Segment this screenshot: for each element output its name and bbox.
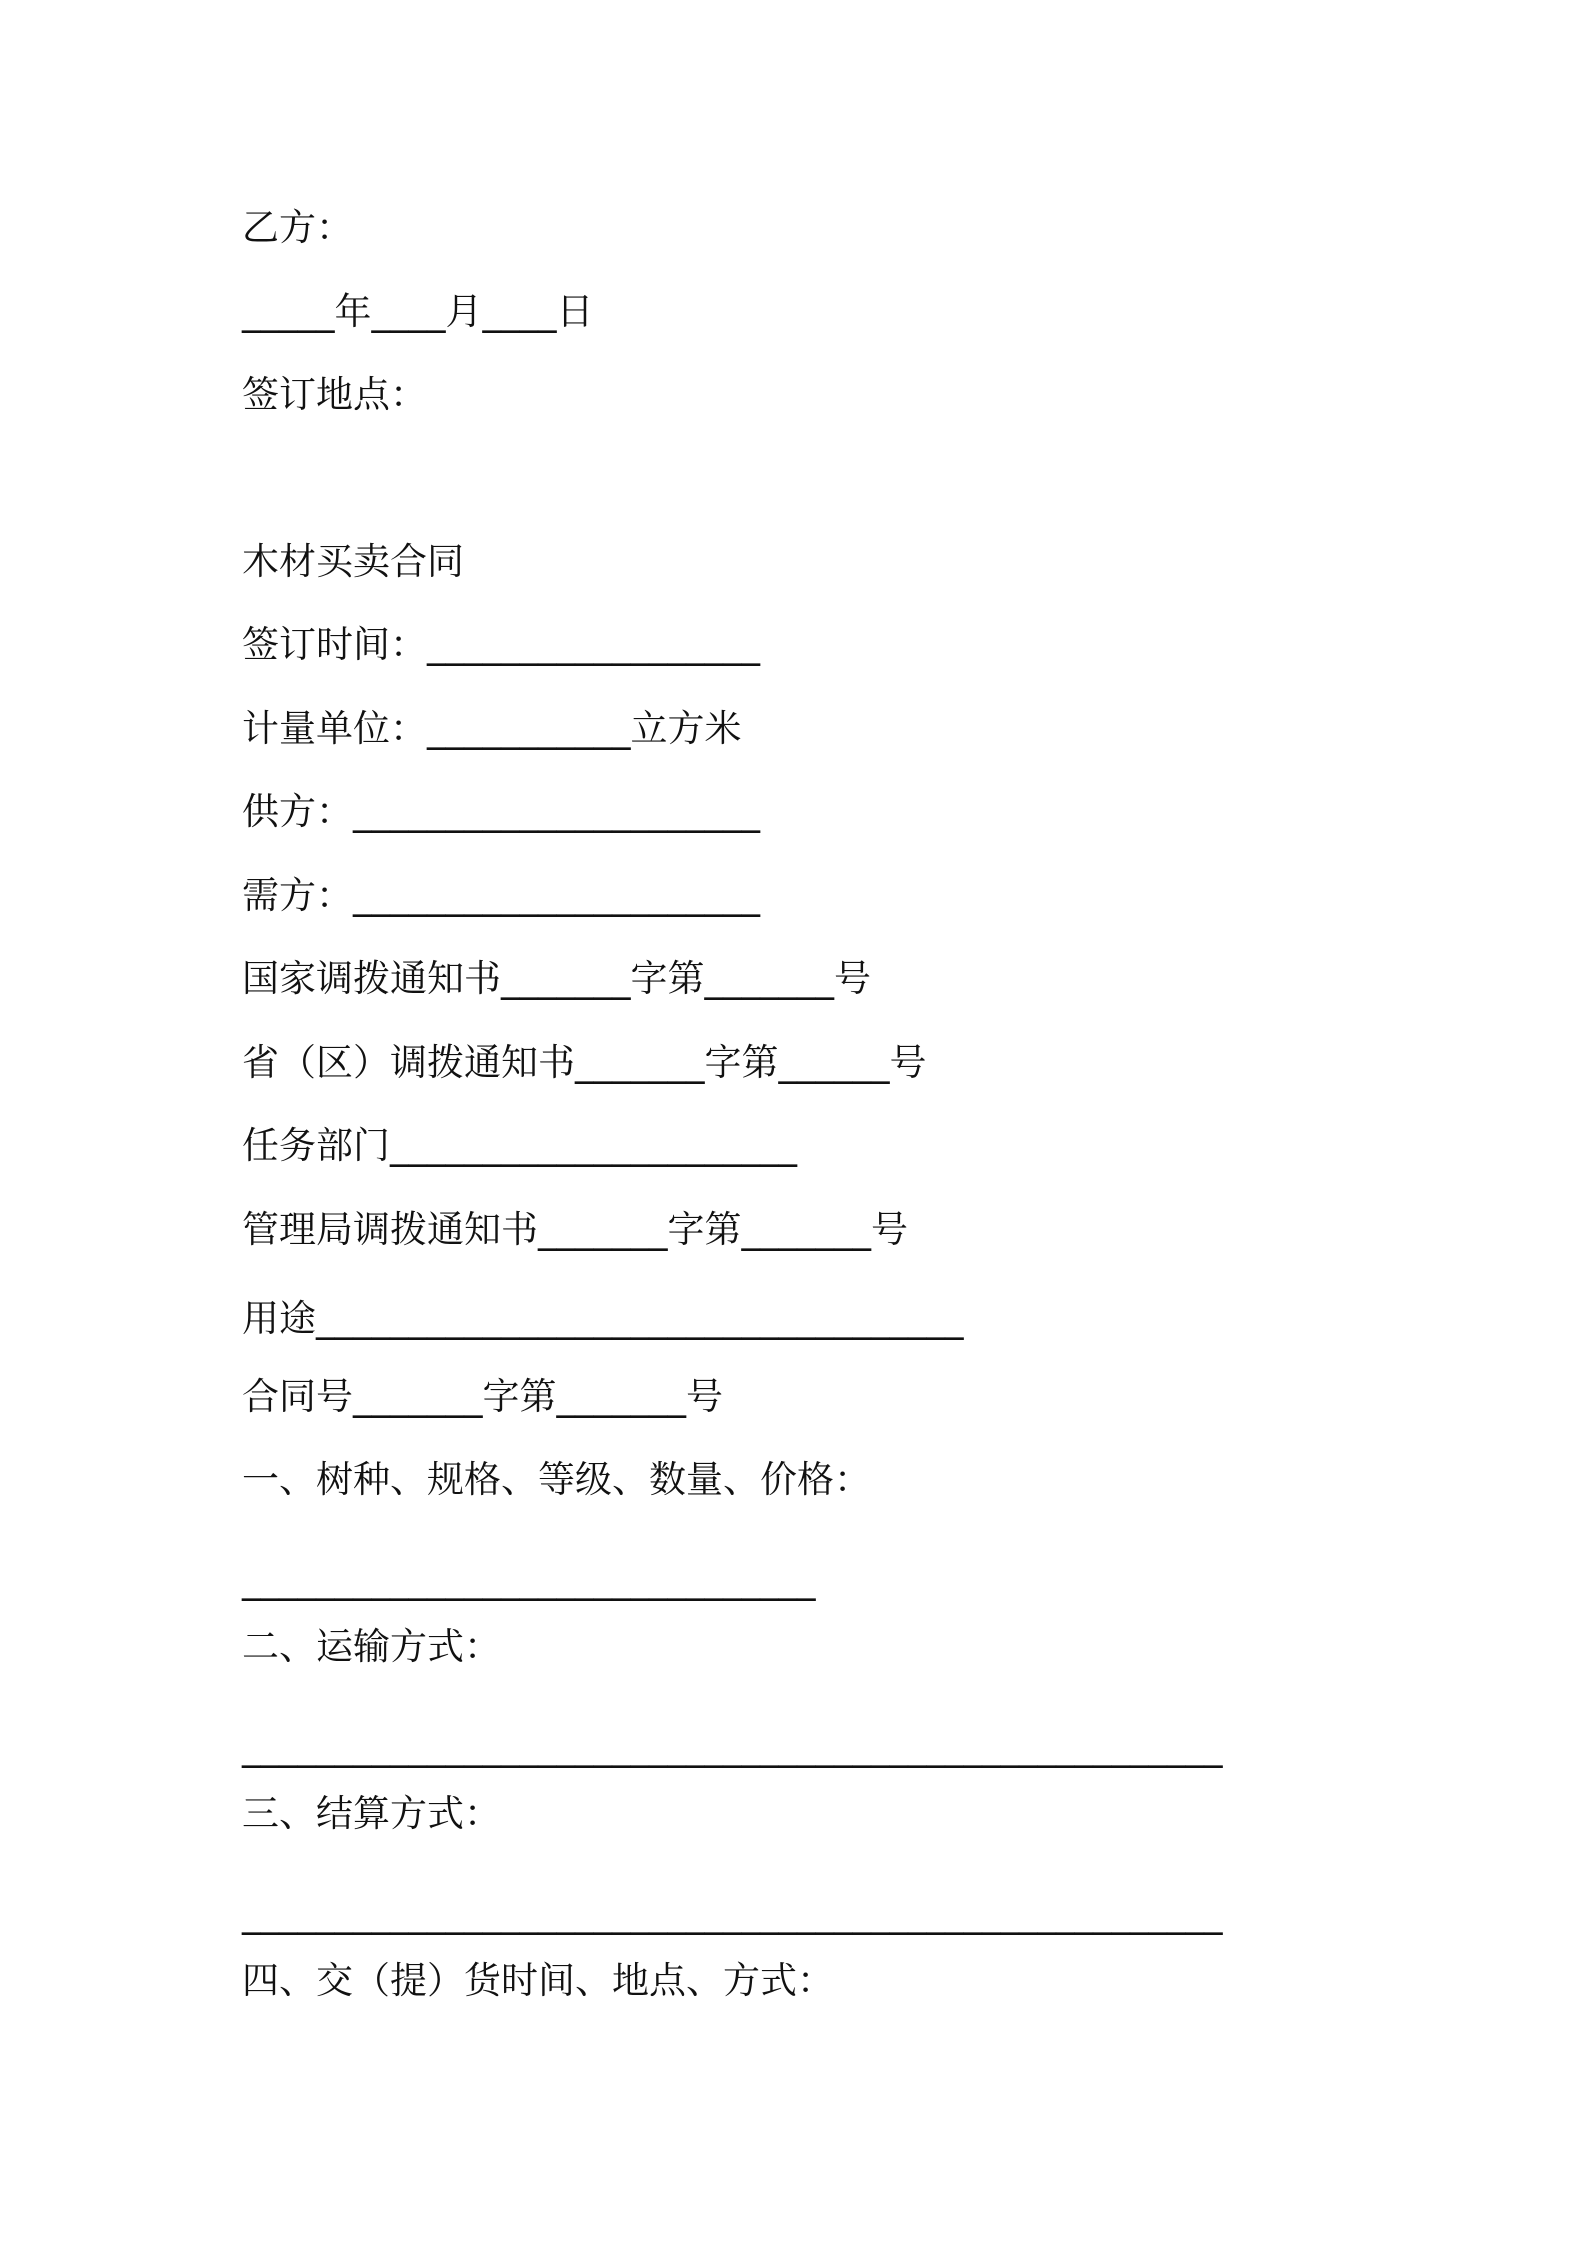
section-1-heading: 一、树种、规格、等级、数量、价格：	[242, 1458, 871, 1501]
task-department-field: 任务部门______________________	[242, 1124, 797, 1167]
section-3-heading: 三、结算方式：	[242, 1792, 501, 1835]
contract-number-field: 合同号_______字第_______号	[242, 1375, 723, 1418]
provincial-allocation-notice-field: 省（区）调拨通知书_______字第______号	[242, 1041, 927, 1084]
party-b-label: 乙方：	[242, 206, 353, 249]
contract-title: 木材买卖合同	[242, 540, 464, 583]
purpose-field: 用途___________________________________	[242, 1297, 964, 1340]
section-2-heading: 二、运输方式：	[242, 1625, 501, 1668]
unit-of-measure-field: 计量单位：___________立方米	[242, 707, 742, 750]
section-1-blank-line: _______________________________	[242, 1558, 816, 1601]
signing-date-line: _____年____月____日	[242, 290, 594, 333]
national-allocation-notice-field: 国家调拨通知书_______字第_______号	[242, 957, 871, 1000]
section-2-blank-line: _____________________________________________________	[242, 1725, 1223, 1768]
signing-time-field: 签订时间：__________________	[242, 623, 760, 666]
signing-place-label: 签订地点：	[242, 373, 427, 416]
bureau-allocation-notice-field: 管理局调拨通知书_______字第_______号	[242, 1208, 908, 1251]
section-4-heading: 四、交（提）货时间、地点、方式：	[242, 1959, 834, 2002]
buyer-field: 需方：______________________	[242, 874, 760, 917]
section-3-blank-line: _____________________________________________________	[242, 1892, 1223, 1935]
supplier-field: 供方：______________________	[242, 790, 760, 833]
